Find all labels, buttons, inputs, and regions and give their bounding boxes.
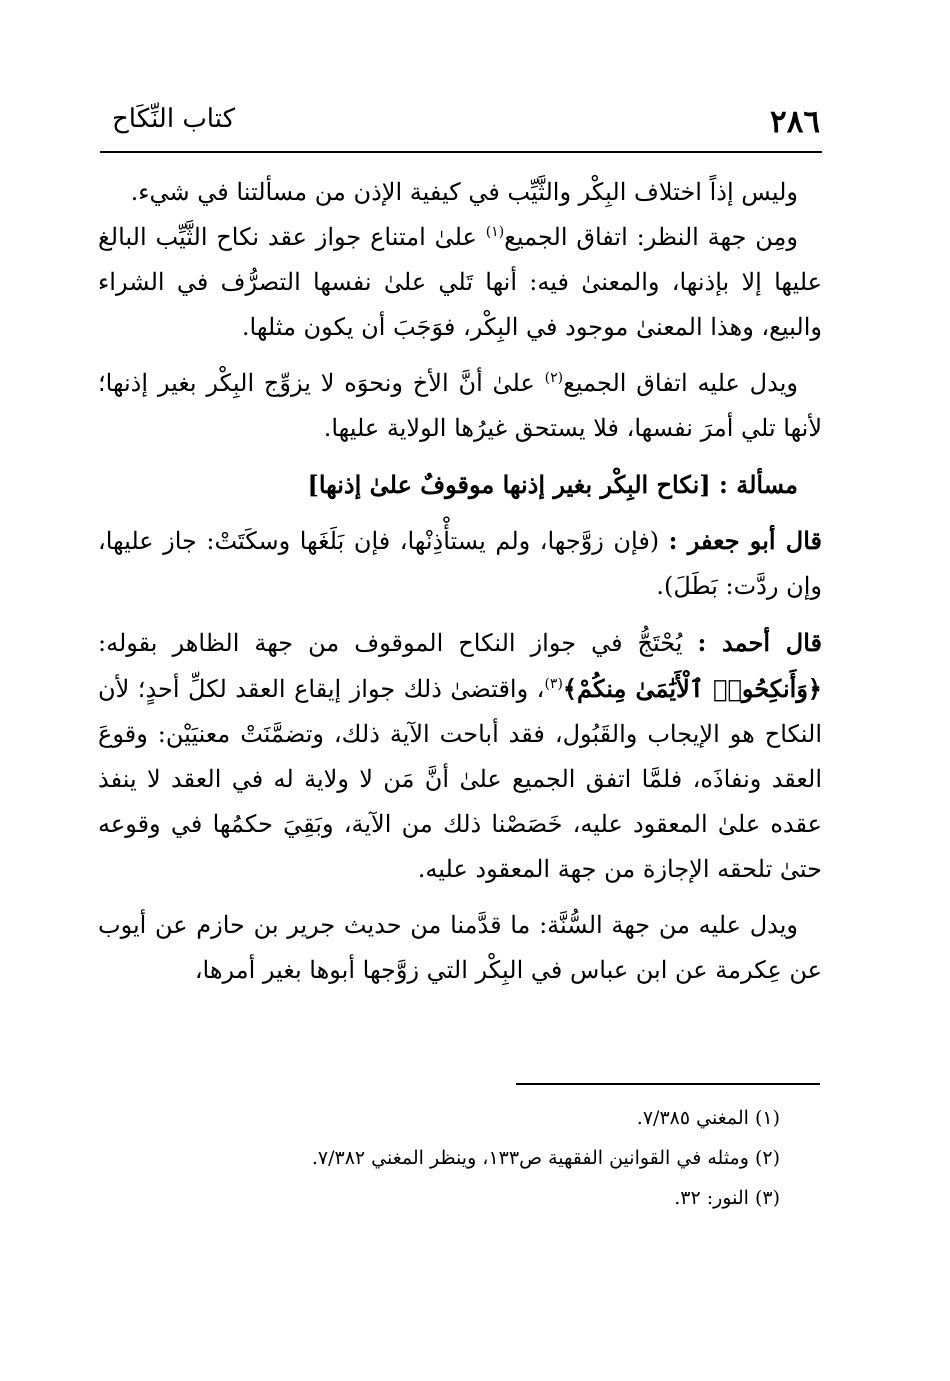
running-title: كتاب النِّكَاح: [112, 104, 235, 134]
issue-label: مسألة :: [719, 470, 798, 499]
footnote-ref-1[interactable]: (١): [485, 224, 505, 240]
paragraph: قال أحمد : يُحْتَجُّ في جواز النكاح الموقوف من جهة الظاهر بقوله: ﴿وَأَنكِحُوا۟ ٱلْأَيَٰمَىٰ مِنكُمْ﴾$^{(٣)}$، واقتضىٰ ذلك جواز إيقاع العقد لكلِّ أحدٍ؛ لأن النكاح هو الإيجاب والقَبُول، فقد أباحت الآية ذلك، وتضمَّنَتْ معنيَيْن: وقوعَ العقد ونفاذَه، فلمَّا اتفق الجميع علىٰ أنَّ مَن لا ولاية له في العقد لا ينفذ عقده علىٰ المعقود عليه، خَصَصْنا ذلك من الآية، وبَقِيَ حكمُها في وقوعه حتىٰ تلحقه الإجازة من جهة المعقود عليه.: [98, 628, 822, 883]
page-header: [100, 100, 820, 150]
main-text: [98, 170, 822, 993]
paragraph: ويدل عليه اتفاق الجميع$^{(٢)}$ علىٰ أنَّ الأخ ونحوَه لا يزوِّج البِكْر بغير إذنها؛ لأنها تلي أمرَ نفسها، فلا يستحق غيرُها الولاية عليها.: [98, 369, 822, 442]
issue-heading: [98, 462, 822, 507]
page-number: ٢٨٦: [770, 104, 820, 140]
footnotes: [120, 1098, 780, 1218]
footnote-rule: [516, 1083, 820, 1085]
issue-title: [نكاح البِكْر بغير إذنها موقوفٌ علىٰ إذنها]: [307, 470, 711, 499]
footnote-ref-2[interactable]: (٢): [544, 370, 564, 386]
paragraph: قال أبو جعفر : (فإن زوَّجها، ولم يستأْذِنْها، فإن بَلَغَها وسكَتَتْ: جاز عليها، وإن ردَّت: بَطَلَ).: [98, 526, 822, 600]
footnote-2: (٢) ومثله في القوانين الفقهية ص١٣٣، وينظر المغني ٧/٣٨٢.: [311, 1147, 780, 1169]
footnote-3: (٣) النور: ٣٢.: [674, 1187, 780, 1209]
speaker-label: قال أبو جعفر :: [668, 526, 822, 555]
speaker-label: قال أحمد :: [697, 628, 822, 657]
footnote-1: (١) المغني ٧/٣٨٥.: [636, 1107, 780, 1129]
header-rule: [100, 151, 822, 153]
footnote-ref-3[interactable]: (٣): [544, 676, 563, 692]
paragraph: وليس إذاً اختلاف البِكْر والثَّيِّب في كيفية الإذن من مسألتنا في شيء.: [130, 178, 798, 206]
quran-verse: ﴿وَأَنكِحُوا۟ ٱلْأَيَٰمَىٰ مِنكُمْ﴾: [562, 674, 822, 703]
paragraph: ومِن جهة النظر: اتفاق الجميع$^{(١)}$ علىٰ امتناع جواز عقد نكاح الثَّيِّب البالغ عليها إلا بإذنها، والمعنىٰ فيه: أنها تَلي علىٰ نفسها التصرُّف في الشراء والبيع، وهذا المعنىٰ موجود في البِكْر، فوَجَبَ أن يكون مثلها.: [98, 223, 822, 341]
paragraph: ويدل عليه من جهة السُّنَّة: ما قدَّمنا من حديث جرير بن حازم عن أيوب عن عِكرمة عن ابن عباس في البِكْر التي زوَّجها أبوها بغير أمرها،: [98, 911, 822, 984]
